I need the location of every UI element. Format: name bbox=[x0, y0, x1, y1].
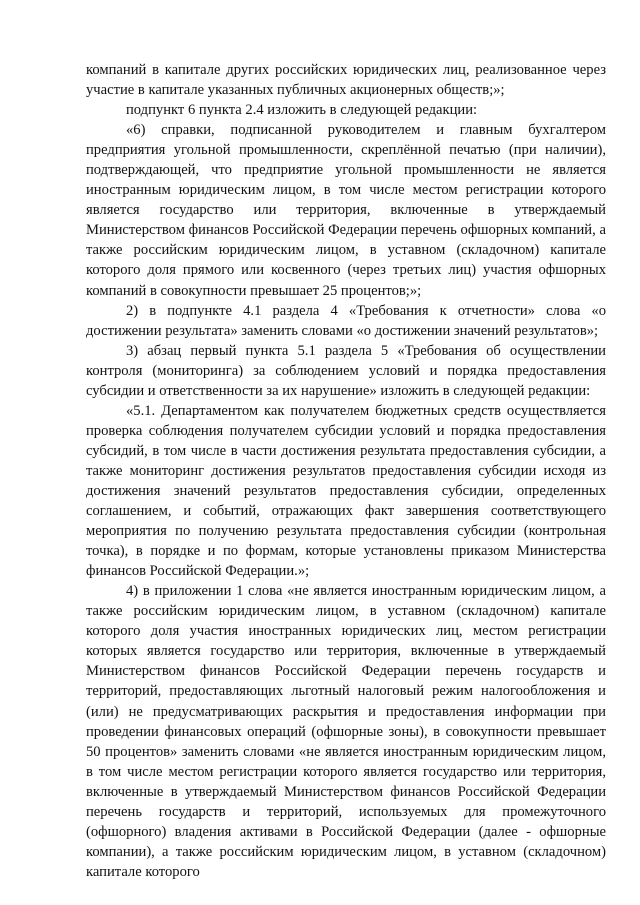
paragraph-subpoint-6-text: «6) справки, подписанной руководителем и главным бухгалтером предприятия угольной промышленности, скреплённой печатью (при наличии), подтверждающей, что предприятие угольной промышленности не является иностранным юридическим лицом, в том числе местом регистрации которого является государство или территория, включенные в утверждаемый Министерством финансов Российской Федерации перечень офшорных компаний, а также российским юридическим лицом, в уставном (складочном) капитале которого доля прямого или косвенного (через третьих лиц) участия офшорных компаний в совокупности превышает 25 процентов;»; bbox=[86, 122, 606, 299]
paragraph-clause-5-1: «5.1. Департаментом как получателем бюджетных средств осуществляется проверка соблюдения получателем субсидии условий и порядка предоставления субсидий, в том числе в части достижения результата предоставления субсидии, а также мониторинг достижения результатов предоставления субсидии исходя из достижения значений результатов предоставления субсидии, определенных соглашением, и событий, отражающих факт завершения соответствующего мероприятия по получению результата предоставления субсидии (контрольная точка), в порядке и по формам, которые установлены приказом Министерства финансов Российской Федерации.»; bbox=[86, 402, 606, 580]
document-body bbox=[86, 60, 606, 882]
paragraph-continuation: компаний в капитале других российских юридических лиц, реализованное через участие в капитале указанных публичных акционерных обществ;»; bbox=[86, 62, 606, 99]
paragraph-item-2: 2) в подпункте 4.1 раздела 4 «Требования к отчетности» слова «о достижении результата» заменить словами «о достижении значений результатов»; bbox=[86, 302, 606, 339]
paragraph-subpoint-6-intro: подпункт 6 пункта 2.4 изложить в следующей редакции: bbox=[126, 102, 478, 119]
paragraph-item-4: 4) в приложении 1 слова «не является иностранным юридическим лицом, а также российским юридическим лицом, в уставном (складочном) капитале которого доля участия иностранных юридических лиц, местом регистрации которых является государство или территория, включенные в утверждаемый Министерством финансов Российской Федерации перечень государств и территорий, предоставляющих льготный налоговый режим налогообложения и (или) не предусматривающих раскрытия и предоставления информации при проведении финансовых операций (офшорные зоны), в совокупности превышает 50 процентов» заменить словами «не является иностранным юридическим лицом, в том числе местом регистрации которого является государство или территория, включенные в утверждаемый Министерством финансов Российской Федерации перечень государств и территорий, используемых для промежуточного (офшорного) владения активами в Российской Федерации (далее - офшорные компании), а также российским юридическим лицом, в уставном (складочном) капитале которого bbox=[86, 583, 606, 880]
paragraph-item-3: 3) абзац первый пункта 5.1 раздела 5 «Требования об осуществлении контроля (мониторинга) за соблюдением условий и порядка предоставления субсидии и ответственности за их нарушение» изложить в следующей редакции: bbox=[86, 342, 606, 399]
